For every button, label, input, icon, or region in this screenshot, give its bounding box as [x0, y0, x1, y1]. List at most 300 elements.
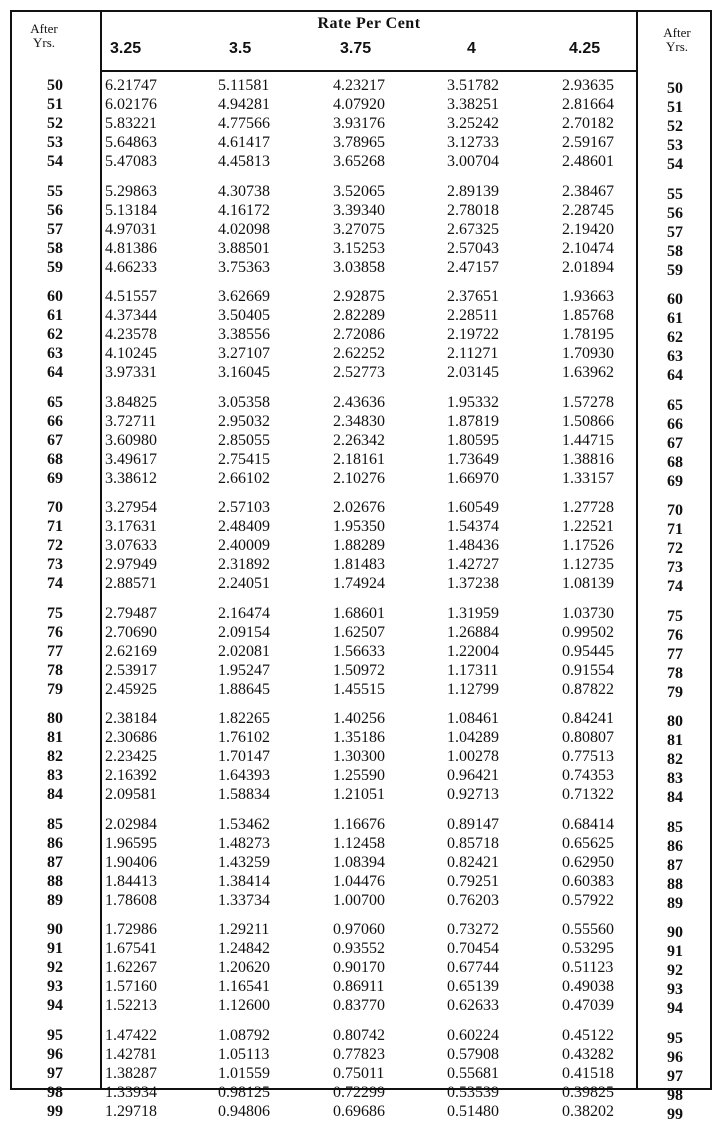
rate-value: 0.77823 [333, 1045, 385, 1063]
rate-value: 3.75363 [218, 258, 270, 276]
year-right: 95 [667, 1029, 683, 1047]
rate-value: 1.44715 [562, 431, 614, 449]
rate-value: 3.52065 [333, 182, 385, 200]
rate-value: 0.90170 [333, 959, 385, 977]
year-left: 85 [47, 815, 63, 833]
rate-value: 1.84413 [105, 872, 157, 890]
table-row [0, 451, 724, 469]
rate-value: 3.38556 [218, 326, 270, 344]
year-left: 58 [47, 239, 63, 257]
rate-header-4: 4 [467, 40, 476, 57]
after-years-header-right [640, 26, 714, 54]
year-right: 59 [667, 261, 683, 279]
year-right: 84 [667, 789, 683, 807]
rate-value: 1.78195 [562, 326, 614, 344]
table-row [0, 1084, 724, 1102]
rate-value: 5.11581 [218, 77, 270, 94]
rate-value: 2.26342 [333, 431, 385, 449]
rate-value: 3.93176 [333, 115, 385, 133]
rate-value: 0.76203 [447, 891, 499, 909]
rate-header-3-75: 3.75 [340, 40, 372, 57]
rate-value: 3.88501 [218, 239, 270, 257]
rate-value: 1.73649 [447, 450, 499, 468]
year-right: 76 [667, 626, 683, 644]
year-right: 65 [667, 396, 683, 414]
rate-value: 1.95332 [447, 393, 499, 411]
rate-value: 1.76102 [218, 729, 270, 747]
rate-value: 1.04476 [333, 872, 385, 890]
table-row [0, 345, 724, 366]
rate-value: 2.31892 [218, 556, 270, 574]
rate-value: 4.61417 [218, 134, 270, 152]
rate-value: 2.82289 [333, 307, 385, 325]
year-left: 50 [47, 77, 63, 94]
year-left: 59 [47, 258, 63, 276]
rate-value: 0.68414 [562, 815, 614, 833]
rate-value: 3.97331 [105, 364, 157, 382]
rate-value: 0.53539 [447, 1083, 499, 1101]
year-right: 51 [667, 99, 683, 117]
year-left: 98 [47, 1083, 63, 1101]
year-right: 72 [667, 540, 683, 558]
rate-value: 0.87822 [562, 680, 614, 698]
rate-value: 3.15253 [333, 239, 385, 257]
rate-value: 3.39340 [333, 201, 385, 219]
table-row [0, 854, 724, 872]
rate-value: 0.70454 [447, 940, 499, 958]
rate-value: 2.43636 [333, 393, 385, 411]
rate-value: 2.28745 [562, 201, 614, 219]
year-right: 82 [667, 751, 683, 769]
rate-value: 2.66102 [218, 469, 270, 487]
year-right: 74 [667, 578, 683, 596]
table-row [0, 624, 724, 642]
year-right: 50 [667, 80, 683, 97]
rate-value: 4.97031 [105, 220, 157, 238]
year-right: 86 [667, 837, 683, 855]
rate-value: 2.88571 [105, 575, 157, 593]
rate-value: 2.03145 [447, 364, 499, 382]
rate-value: 4.23578 [105, 326, 157, 344]
rate-value: 3.27954 [105, 499, 157, 516]
rate-value: 4.77566 [218, 115, 270, 133]
rate-value: 1.00700 [333, 891, 385, 909]
rate-value: 0.71322 [562, 786, 614, 804]
rate-value: 0.95445 [562, 642, 614, 660]
table-row [0, 518, 724, 539]
rate-value: 2.97949 [105, 556, 157, 574]
year-left: 65 [47, 393, 63, 411]
rate-value: 4.66233 [105, 258, 157, 276]
rate-value: 1.58834 [218, 786, 270, 804]
rate-value: 1.24842 [218, 940, 270, 958]
rate-value: 4.81386 [105, 239, 157, 257]
rate-value: 2.10474 [562, 239, 614, 257]
year-left: 74 [47, 575, 63, 593]
rate-value: 0.55560 [562, 921, 614, 938]
year-right: 94 [667, 1000, 683, 1018]
table-row [0, 134, 724, 155]
rate-value: 2.53917 [105, 661, 157, 679]
rate-value: 1.82265 [218, 710, 270, 727]
rate-value: 1.60549 [447, 499, 499, 516]
year-right: 81 [667, 732, 683, 750]
rate-value: 0.94806 [218, 1102, 270, 1120]
yrs-label-left: Yrs. [32, 35, 56, 50]
rate-value: 2.95032 [218, 412, 270, 430]
rate-value: 1.12600 [218, 997, 270, 1015]
year-left: 55 [47, 182, 63, 200]
rate-value: 0.97060 [333, 921, 385, 938]
year-left: 75 [47, 604, 63, 622]
year-left: 94 [47, 997, 63, 1015]
rate-value: 2.48601 [562, 153, 614, 171]
rate-value: 2.57103 [218, 499, 270, 516]
year-left: 76 [47, 623, 63, 641]
year-right: 87 [667, 856, 683, 874]
table-row [0, 202, 724, 220]
rate-value: 2.89139 [447, 182, 499, 200]
rate-value: 0.65139 [447, 978, 499, 996]
table-row [0, 259, 724, 277]
rate-value: 1.42727 [447, 556, 499, 574]
rate-value: 1.29718 [105, 1102, 157, 1120]
rate-value: 1.74924 [333, 575, 385, 593]
year-left: 52 [47, 115, 63, 133]
rate-value: 2.19420 [562, 220, 614, 238]
rate-value: 4.07920 [333, 96, 385, 114]
year-right: 63 [667, 348, 683, 366]
table-row [0, 643, 724, 661]
year-left: 78 [47, 661, 63, 679]
rate-value: 3.78965 [333, 134, 385, 152]
rate-value: 3.50405 [218, 307, 270, 325]
table-row [0, 115, 724, 136]
year-left: 90 [47, 921, 63, 938]
rate-value: 1.52213 [105, 997, 157, 1015]
rate-value: 1.22521 [562, 518, 614, 536]
rate-value: 3.51782 [447, 77, 499, 94]
rate-value: 0.75011 [333, 1064, 385, 1082]
year-right: 91 [667, 943, 683, 961]
rate-value: 0.72299 [333, 1083, 385, 1101]
rate-value: 2.18161 [333, 450, 385, 468]
year-right: 66 [667, 415, 683, 433]
table-row [0, 432, 724, 450]
rate-value: 1.38414 [218, 872, 270, 890]
rate-value: 0.51123 [562, 959, 614, 977]
rate-value: 2.30686 [105, 729, 157, 747]
rate-value: 1.88289 [333, 537, 385, 555]
rate-value: 2.38184 [105, 710, 157, 727]
rate-value: 5.13184 [105, 201, 157, 219]
rate-value: 2.85055 [218, 431, 270, 449]
year-left: 80 [47, 710, 63, 727]
year-right: 99 [667, 1105, 683, 1123]
rate-value: 1.04289 [447, 729, 499, 747]
rate-value: 1.53462 [218, 815, 270, 833]
rate-value: 0.47039 [562, 997, 614, 1015]
rate-value: 0.80742 [333, 1026, 385, 1044]
rate-value: 1.08394 [333, 853, 385, 871]
year-left: 81 [47, 729, 63, 747]
rate-value: 2.79487 [105, 604, 157, 622]
rate-value: 0.38202 [562, 1102, 614, 1120]
rate-value: 1.38287 [105, 1064, 157, 1082]
table-row [0, 364, 724, 385]
rate-value: 1.68601 [333, 604, 385, 622]
rate-value: 1.16541 [218, 978, 270, 996]
table-row [0, 1103, 724, 1121]
year-right: 92 [667, 962, 683, 980]
rate-header-3-5: 3.5 [229, 40, 252, 57]
rate-value: 1.37238 [447, 575, 499, 593]
rate-value: 3.07633 [105, 537, 157, 555]
rate-value: 1.63962 [562, 364, 614, 382]
rate-value: 1.95350 [333, 518, 385, 536]
rate-value: 0.98125 [218, 1083, 270, 1101]
year-left: 82 [47, 748, 63, 766]
rate-value: 1.56633 [333, 642, 385, 660]
year-left: 53 [47, 134, 63, 152]
rate-value: 2.19722 [447, 326, 499, 344]
rate-value: 1.33934 [105, 1083, 157, 1101]
rate-value: 1.88645 [218, 680, 270, 698]
rate-value: 4.45813 [218, 153, 270, 171]
rate-value: 1.20620 [218, 959, 270, 977]
year-right: 85 [667, 818, 683, 836]
rate-value: 0.67744 [447, 959, 499, 977]
year-left: 99 [47, 1102, 63, 1120]
rate-value: 0.83770 [333, 997, 385, 1015]
year-left: 97 [47, 1064, 63, 1082]
table-row [0, 978, 724, 999]
rate-value: 1.85768 [562, 307, 614, 325]
rate-value: 1.64393 [218, 767, 270, 785]
year-right: 83 [667, 770, 683, 788]
year-left: 69 [47, 469, 63, 487]
rate-value: 0.84241 [562, 710, 614, 727]
rate-value: 2.93635 [562, 77, 614, 94]
rate-value: 2.38467 [562, 182, 614, 200]
year-right: 78 [667, 664, 683, 682]
year-left: 91 [47, 940, 63, 958]
rate-value: 2.24051 [218, 575, 270, 593]
rate-value: 2.52773 [333, 364, 385, 382]
year-right: 60 [667, 291, 683, 308]
table-row [0, 183, 724, 201]
rate-value: 2.16392 [105, 767, 157, 785]
rate-header-4-25: 4.25 [569, 40, 601, 57]
rate-value: 3.84825 [105, 393, 157, 411]
year-left: 79 [47, 680, 63, 698]
rate-value: 0.96421 [447, 767, 499, 785]
table-row [0, 499, 724, 517]
rate-value: 2.34830 [333, 412, 385, 430]
table-row [0, 537, 724, 558]
rate-value: 0.73272 [447, 921, 499, 938]
year-left: 77 [47, 642, 63, 660]
rate-value: 3.65268 [333, 153, 385, 171]
rate-value: 0.79251 [447, 872, 499, 890]
rate-value: 0.77513 [562, 748, 614, 766]
rate-value: 1.87819 [447, 412, 499, 430]
table-row [0, 1027, 724, 1045]
year-left: 54 [47, 153, 63, 171]
table-row [0, 729, 724, 750]
rate-value: 0.60224 [447, 1026, 499, 1044]
rate-value: 2.92875 [333, 288, 385, 305]
rate-value: 0.43282 [562, 1045, 614, 1063]
rate-value: 5.47083 [105, 153, 157, 171]
year-right: 58 [667, 242, 683, 260]
rate-value: 2.62169 [105, 642, 157, 660]
rate-value: 2.48409 [218, 518, 270, 536]
year-right: 88 [667, 875, 683, 893]
rate-value: 0.51480 [447, 1102, 499, 1120]
rate-value: 0.62633 [447, 997, 499, 1015]
table-row [0, 786, 724, 807]
table-row [0, 959, 724, 980]
rate-value: 1.80595 [447, 431, 499, 449]
year-right: 98 [667, 1086, 683, 1104]
rate-value: 1.47422 [105, 1026, 157, 1044]
rate-value: 2.47157 [447, 258, 499, 276]
rate-value: 5.29863 [105, 182, 157, 200]
rate-value: 3.05358 [218, 393, 270, 411]
rate-value: 1.96595 [105, 834, 157, 852]
year-right: 96 [667, 1048, 683, 1066]
rate-value: 3.03858 [333, 258, 385, 276]
year-left: 93 [47, 978, 63, 996]
rate-value: 6.02176 [105, 96, 157, 114]
rate-value: 1.95247 [218, 661, 270, 679]
table-row [0, 96, 724, 117]
rate-value: 1.78608 [105, 891, 157, 909]
rate-value: 1.12458 [333, 834, 385, 852]
rate-value: 2.10276 [333, 469, 385, 487]
year-right: 52 [667, 118, 683, 136]
rate-value: 0.82421 [447, 853, 499, 871]
header-rule [100, 70, 638, 72]
rate-value: 3.60980 [105, 431, 157, 449]
year-left: 72 [47, 537, 63, 555]
rate-value: 4.16172 [218, 201, 270, 219]
rate-value: 0.57922 [562, 891, 614, 909]
rate-value: 2.57043 [447, 239, 499, 257]
rate-value: 0.41518 [562, 1064, 614, 1082]
rate-value: 5.83221 [105, 115, 157, 133]
year-left: 88 [47, 872, 63, 890]
rate-per-cent-title: Rate Per Cent [317, 15, 421, 32]
year-right: 54 [667, 156, 683, 174]
year-left: 62 [47, 326, 63, 344]
year-right: 70 [667, 502, 683, 519]
rate-value: 1.25590 [333, 767, 385, 785]
year-left: 64 [47, 364, 63, 382]
rate-value: 2.01894 [562, 258, 614, 276]
table-row [0, 605, 724, 623]
rate-value: 1.48273 [218, 834, 270, 852]
year-left: 71 [47, 518, 63, 536]
year-left: 60 [47, 288, 63, 305]
table-row [0, 413, 724, 431]
rate-value: 0.89147 [447, 815, 499, 833]
rate-value: 0.69686 [333, 1102, 385, 1120]
year-left: 51 [47, 96, 63, 114]
rate-value: 2.70690 [105, 623, 157, 641]
rate-value: 0.60383 [562, 872, 614, 890]
rate-value: 1.57278 [562, 393, 614, 411]
rate-value: 1.05113 [218, 1045, 270, 1063]
rate-value: 1.62267 [105, 959, 157, 977]
rate-value: 1.70930 [562, 345, 614, 363]
rate-value: 4.51557 [105, 288, 157, 305]
rate-value: 4.94281 [218, 96, 270, 114]
rate-value: 0.49038 [562, 978, 614, 996]
rate-value: 1.57160 [105, 978, 157, 996]
year-left: 61 [47, 307, 63, 325]
rate-value: 0.91554 [562, 661, 614, 679]
rate-header-3-25: 3.25 [110, 40, 142, 57]
rate-value: 6.21747 [105, 77, 157, 94]
year-right: 55 [667, 185, 683, 203]
year-right: 56 [667, 204, 683, 222]
year-left: 63 [47, 345, 63, 363]
year-right: 71 [667, 521, 683, 539]
rate-value: 1.81483 [333, 556, 385, 574]
rate-value: 2.09154 [218, 623, 270, 641]
rate-value: 1.08461 [447, 710, 499, 727]
rate-value: 3.27107 [218, 345, 270, 363]
year-left: 89 [47, 891, 63, 909]
rate-value: 0.65625 [562, 834, 614, 852]
rate-value: 2.28511 [447, 307, 499, 325]
rate-value: 1.33157 [562, 469, 614, 487]
year-right: 80 [667, 713, 683, 730]
table-row [0, 816, 724, 834]
rate-value: 2.37651 [447, 288, 499, 305]
rate-value: 2.16474 [218, 604, 270, 622]
rate-value: 1.08139 [562, 575, 614, 593]
rate-value: 0.86911 [333, 978, 385, 996]
rate-value: 5.64863 [105, 134, 157, 152]
table-row [0, 835, 724, 853]
rate-value: 1.30300 [333, 748, 385, 766]
year-right: 89 [667, 894, 683, 912]
rate-value: 2.75415 [218, 450, 270, 468]
table-row [0, 1065, 724, 1083]
year-left: 86 [47, 834, 63, 852]
rate-value: 1.26884 [447, 623, 499, 641]
rate-value: 2.78018 [447, 201, 499, 219]
table-row [0, 748, 724, 769]
rate-value: 1.70147 [218, 748, 270, 766]
rate-value: 0.92713 [447, 786, 499, 804]
rate-value: 1.50972 [333, 661, 385, 679]
year-left: 96 [47, 1045, 63, 1063]
rate-value: 3.38612 [105, 469, 157, 487]
year-right: 64 [667, 367, 683, 385]
rate-value: 0.80807 [562, 729, 614, 747]
year-right: 75 [667, 607, 683, 625]
year-left: 56 [47, 201, 63, 219]
rate-value: 1.42781 [105, 1045, 157, 1063]
rate-value: 3.00704 [447, 153, 499, 171]
rate-value: 1.12735 [562, 556, 614, 574]
table-row [0, 556, 724, 577]
after-label-left: After [30, 21, 58, 36]
